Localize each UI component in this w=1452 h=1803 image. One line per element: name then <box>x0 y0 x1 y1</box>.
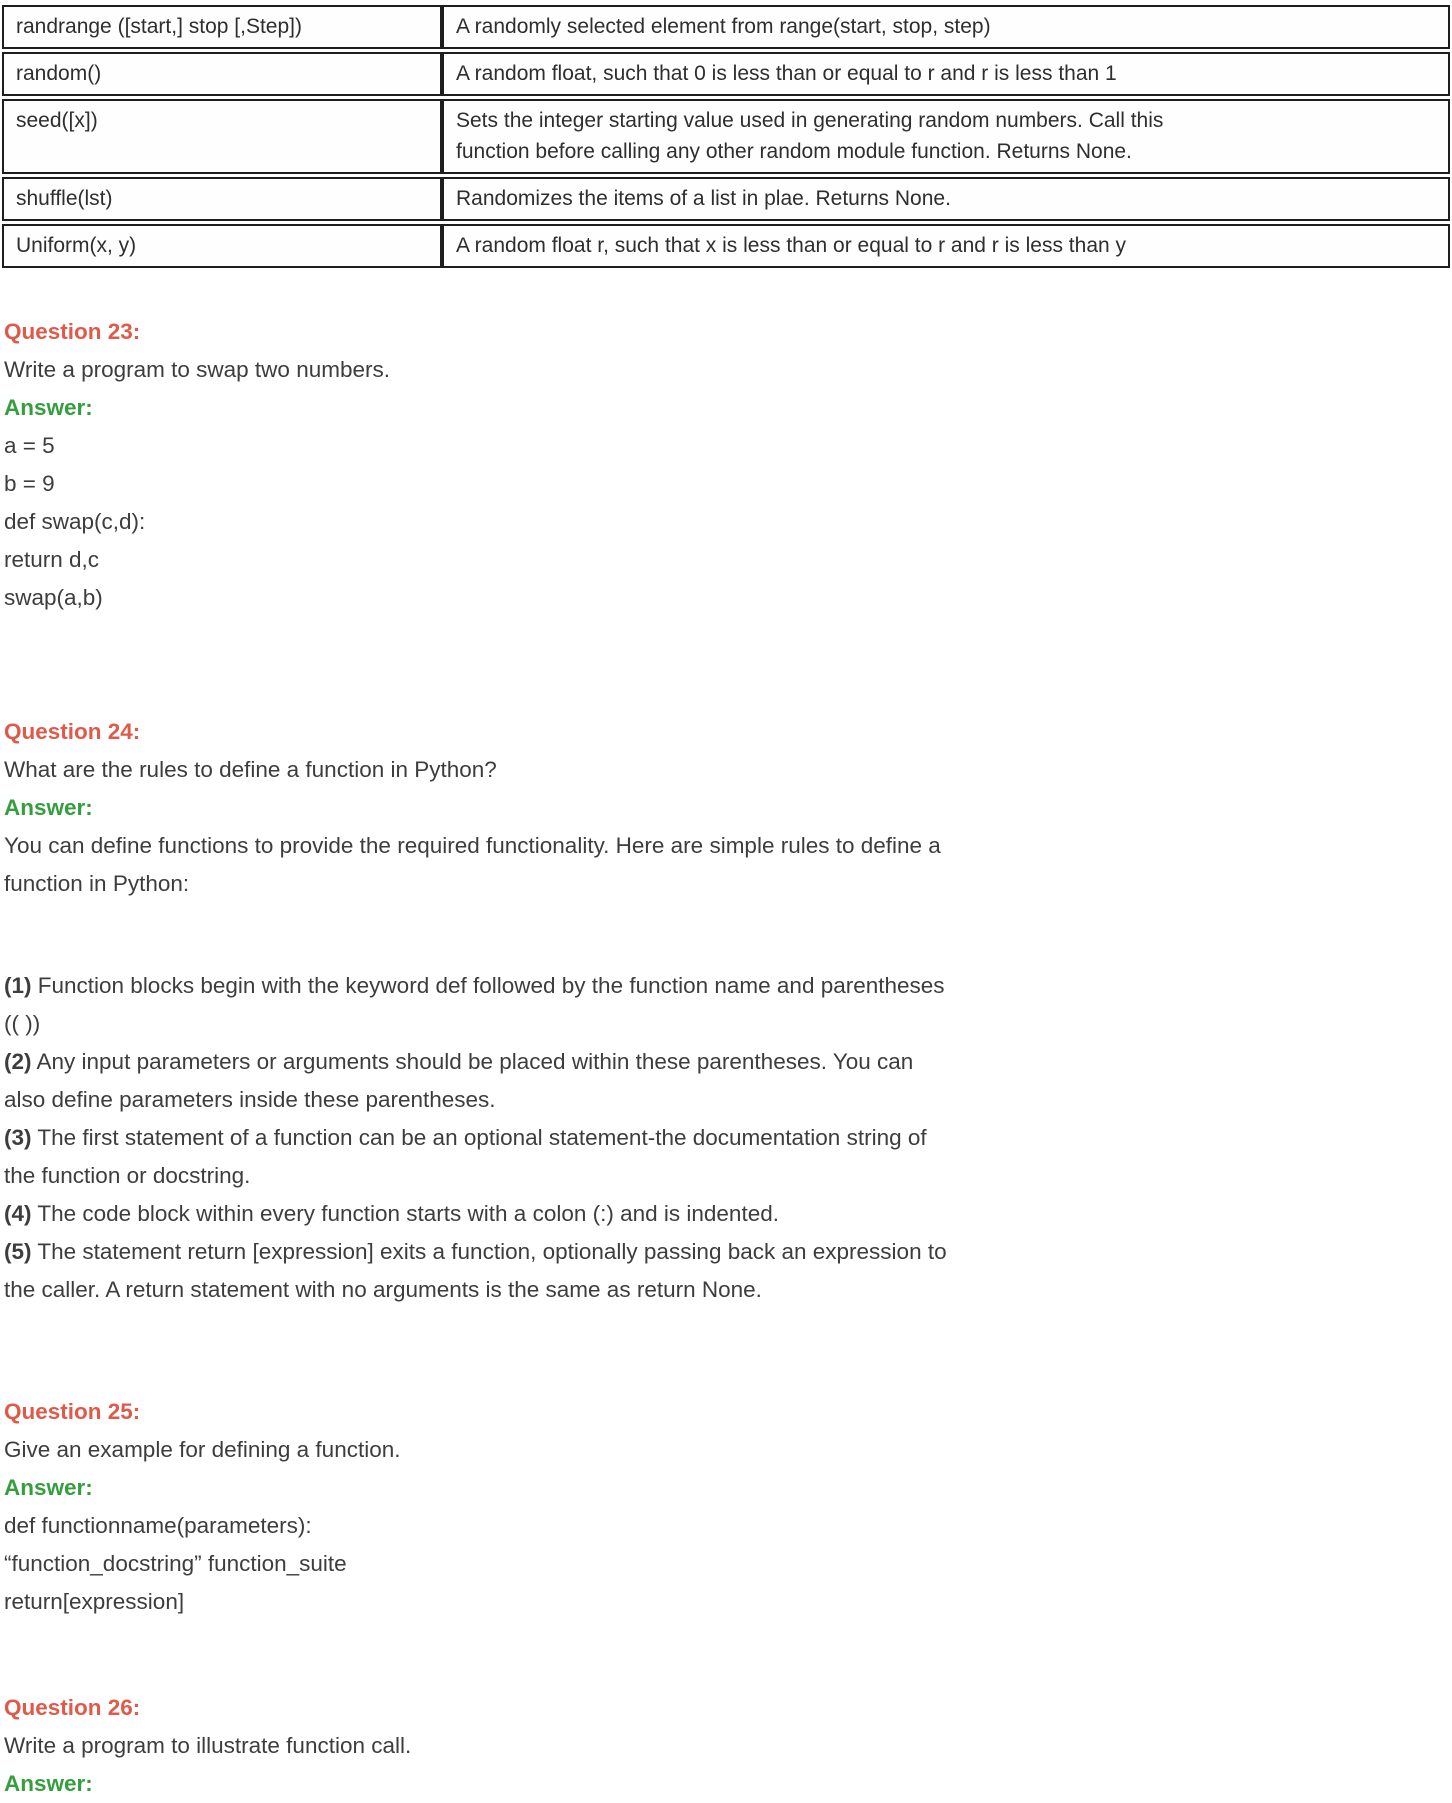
function-name: shuffle(lst) <box>16 187 113 210</box>
rule-line <box>4 1043 1452 1081</box>
rule-number: (5) <box>4 1239 32 1264</box>
function-cell <box>2 5 442 49</box>
answer-label: Answer: <box>4 395 93 420</box>
rule-line <box>4 1005 1452 1043</box>
description-cell <box>442 52 1450 96</box>
function-description: A randomly selected element from range(start, stop, step) <box>456 15 991 38</box>
question-text: Write a program to swap two numbers. <box>4 357 390 382</box>
description-cell <box>442 224 1450 268</box>
rule-number: (1) <box>4 973 32 998</box>
answer-label: Answer: <box>4 795 93 820</box>
table-row <box>2 5 1450 49</box>
rule-line <box>4 1081 1452 1119</box>
description-cell <box>442 5 1450 49</box>
rule-text: Function blocks begin with the keyword def followed by the function name and parentheses <box>31 973 945 998</box>
code-line: def functionname(parameters): <box>4 1513 312 1538</box>
code-line: return[expression] <box>4 1589 185 1614</box>
function-cell <box>2 224 442 268</box>
question-23-section <box>4 313 1452 617</box>
rule-line <box>4 967 1452 1005</box>
function-cell <box>2 99 442 174</box>
rule-number: (2) <box>4 1049 32 1074</box>
question-heading: Question 23: <box>4 319 141 344</box>
code-line: a = 5 <box>4 433 55 458</box>
random-module-table <box>2 2 1450 271</box>
rule-number: (3) <box>4 1125 32 1150</box>
question-text: What are the rules to define a function in Python? <box>4 757 497 782</box>
function-cell <box>2 52 442 96</box>
code-line: def swap(c,d): <box>4 509 146 534</box>
answer-text-line: You can define functions to provide the required functionality. Here are simple rules to define a <box>4 833 941 858</box>
code-line: swap(a,b) <box>4 585 103 610</box>
question-heading: Question 24: <box>4 719 141 744</box>
table-row <box>2 52 1450 96</box>
question-text: Write a program to illustrate function call. <box>4 1733 412 1758</box>
question-24-section <box>4 713 1452 1309</box>
table-row <box>2 99 1450 174</box>
code-line: b = 9 <box>4 471 55 496</box>
description-cell <box>442 99 1450 174</box>
rule-text: the function or docstring. <box>4 1163 251 1188</box>
rule-line <box>4 1195 1452 1233</box>
function-description: A random float r, such that x is less than or equal to r and r is less than y <box>456 234 1127 257</box>
code-line: return d,c <box>4 547 100 572</box>
question-text: Give an example for defining a function. <box>4 1437 401 1462</box>
question-25-section <box>4 1393 1452 1621</box>
rule-text: also define parameters inside these parentheses. <box>4 1087 496 1112</box>
function-description: Randomizes the items of a list in plae. Returns None. <box>456 187 951 210</box>
rule-line <box>4 1233 1452 1271</box>
description-cell <box>442 177 1450 221</box>
code-line: “function_docstring” function_suite <box>4 1551 347 1576</box>
function-cell <box>2 177 442 221</box>
table-row <box>2 224 1450 268</box>
function-rules-list <box>4 967 1452 1309</box>
function-name: random() <box>16 62 102 85</box>
rule-text: the caller. A return statement with no arguments is the same as return None. <box>4 1277 762 1302</box>
function-description: Sets the integer starting value used in generating random numbers. Call this <box>456 109 1164 132</box>
function-name: Uniform(x, y) <box>16 234 137 257</box>
rule-number: (4) <box>4 1201 32 1226</box>
rule-text: (( )) <box>4 1011 41 1036</box>
rule-text: The statement return [expression] exits a function, optionally passing back an expression to <box>31 1239 947 1264</box>
question-26-section <box>4 1689 1452 1803</box>
question-heading: Question 26: <box>4 1695 141 1720</box>
rule-line <box>4 1157 1452 1195</box>
rule-line <box>4 1271 1452 1309</box>
document-page <box>0 2 1452 1796</box>
answer-label: Answer: <box>4 1771 93 1796</box>
question-heading: Question 25: <box>4 1399 141 1424</box>
table-row <box>2 177 1450 221</box>
answer-label: Answer: <box>4 1475 93 1500</box>
function-description: A random float, such that 0 is less than or equal to r and r is less than 1 <box>456 62 1117 85</box>
function-name: seed([x]) <box>16 109 98 132</box>
rule-line <box>4 1119 1452 1157</box>
function-description: function before calling any other random module function. Returns None. <box>456 140 1132 163</box>
answer-text-line: function in Python: <box>4 871 190 896</box>
function-name: randrange ([start,] stop [,Step]) <box>16 15 302 38</box>
rule-text: The code block within every function starts with a colon (:) and is indented. <box>31 1201 779 1226</box>
rule-text: Any input parameters or arguments should be placed within these parentheses. You can <box>31 1049 914 1074</box>
rule-text: The first statement of a function can be an optional statement-the documentation string of <box>31 1125 927 1150</box>
document-body <box>4 313 1452 1803</box>
